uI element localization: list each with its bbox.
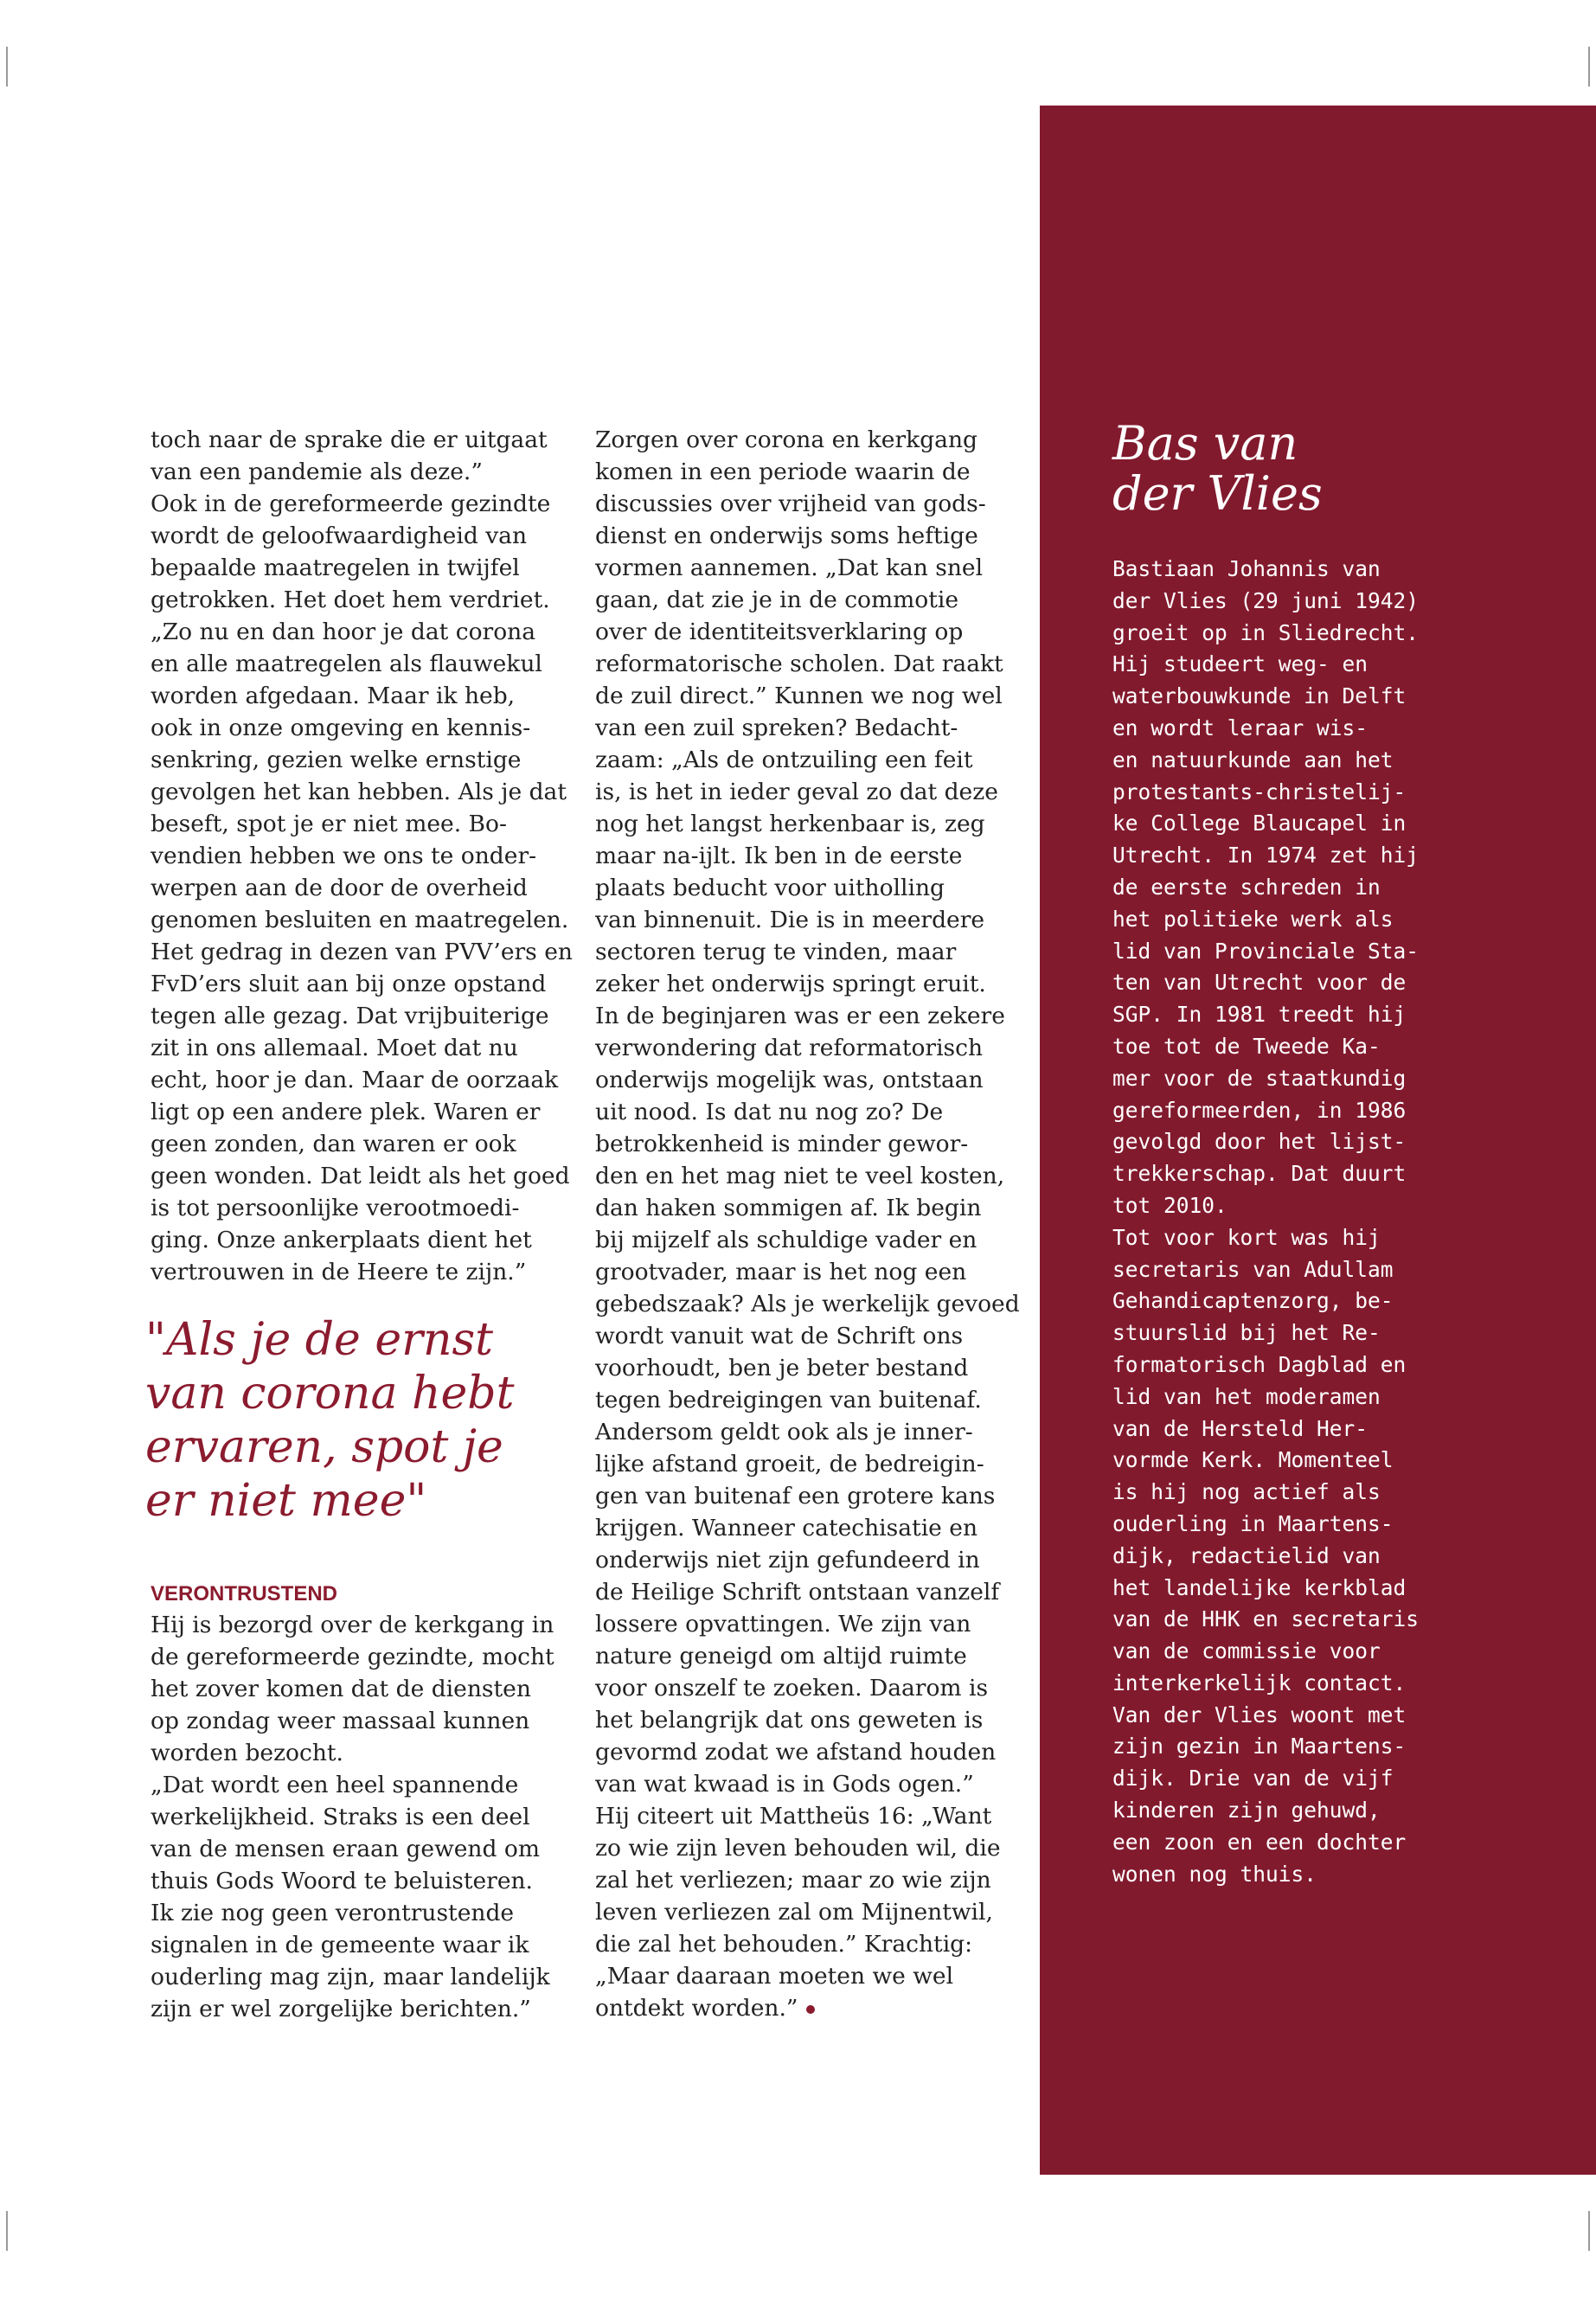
text-line: vertrouwen in de Heere te zijn.” [151,1259,527,1285]
crop-mark-bottom-right [1588,2211,1590,2251]
text-line: dan haken sommigen af. Ik begin [595,1195,982,1221]
crop-mark-top-left [6,47,8,87]
text-line: senkring, gezien welke ernstige [151,747,522,773]
text-line: gevormd zodat we afstand houden [595,1739,997,1766]
text-line: worden afgedaan. Maar ik heb, [151,683,516,709]
bio-line: interkerkelijk contact. [1112,1670,1407,1695]
text-line: gebedszaak? Als je werkelijk gevoed [595,1291,1020,1317]
bio-line: mer voor de staatkundig [1112,1065,1407,1091]
text-line: grootvader, maar is het nog een [595,1259,967,1285]
text-line: wordt de geloofwaardigheid van [151,522,528,549]
end-mark-dot-icon [806,2005,815,2014]
text-line: vendien hebben we ons te onder- [151,843,537,869]
bio-line: de eerste schreden in [1112,874,1381,900]
bio-line: trekkerschap. Dat duurt [1112,1161,1407,1187]
text-line: bepaalde maatregelen in twijfel [151,554,520,581]
bio-line: lid van Provinciale Sta- [1112,938,1420,964]
bio-line: gereformeerden, in 1986 [1112,1097,1407,1123]
text-line: voor onszelf te zoeken. Daarom is [595,1675,989,1702]
sidebar-title-line: der Vlies [1112,466,1323,521]
bio-line: vormde Kerk. Momenteel [1112,1447,1394,1473]
text-line: van een pandemie als deze.” [151,458,483,485]
text-line: vormen aannemen. „Dat kan snel [595,554,984,581]
article-column-2 [595,424,1020,2024]
text-line: genomen besluiten en maatregelen. [151,907,569,933]
bio-line: SGP. In 1981 treedt hij [1112,1002,1407,1028]
bio-line: groeit op in Sliedrecht. [1112,619,1420,645]
pull-quote-line: er niet mee" [145,1475,427,1527]
bio-line: en natuurkunde aan het [1112,747,1394,772]
text-line: werkelijkheid. Straks is een deel [151,1804,530,1830]
text-line: Ik zie nog geen verontrustende [151,1900,515,1926]
bio-line: en wordt leraar wis- [1112,715,1368,740]
text-line: tegen bedreigingen van buitenaf. [595,1387,982,1413]
text-line: werpen aan de door de overheid [151,875,528,901]
text-line: FvD’ers sluit aan bij onze opstand [151,971,547,997]
text-line: is tot persoonlijke verootmoedi- [151,1195,520,1221]
text-line: nature geneigd om altijd ruimte [595,1643,967,1670]
bio-line: waterbouwkunde in Delft [1112,683,1407,709]
text-line: beseft, spot je er niet mee. Bo- [151,811,507,837]
text-line: „Dat wordt een heel spannende [151,1772,519,1798]
text-line: zo wie zijn leven behouden wil, die [595,1835,1001,1862]
article-column-1-top [151,424,573,1288]
text-line: die zal het behouden.” Krachtig: [595,1931,973,1958]
text-line: de zuil direct.” Kunnen we nog wel [595,683,1003,709]
bio-line: wonen nog thuis. [1112,1861,1317,1887]
text-line: ook in onze omgeving en kennis- [151,715,531,741]
text-line: de gereformeerde gezindte, mocht [151,1644,554,1670]
bio-line: kinderen zijn gehuwd, [1112,1798,1381,1823]
bio-line: gevolgd door het lijst- [1112,1129,1407,1155]
text-line: ligt op een andere plek. Waren er [151,1099,541,1125]
text-line: zit in ons allemaal. Moet dat nu [151,1035,518,1061]
bio-line: Utrecht. In 1974 zet hij [1112,843,1420,868]
text-line: dienst en onderwijs soms heftige [595,522,978,549]
text-line: reformatorische scholen. Dat raakt [595,651,1003,677]
text-line: den en het mag niet te veel kosten, [595,1163,1005,1189]
text-line: thuis Gods Woord te beluisteren. [151,1868,533,1894]
bio-sidebar [1040,106,1596,2175]
text-line: verwondering dat reformatorisch [595,1035,984,1061]
text-line: onderwijs mogelijk was, ontstaan [595,1067,984,1093]
bio-line: het politieke werk als [1112,906,1394,932]
bio-line: secretaris van Adullam [1112,1256,1394,1282]
text-line: maar na-ijlt. Ik ben in de eerste [595,843,963,869]
text-line: zal het verliezen; maar zo wie zijn [595,1867,991,1894]
bio-line: van de Hersteld Her- [1112,1415,1368,1441]
text-line: zaam: „Als de ontzuiling een feit [595,747,973,773]
bio-line: stuurslid bij het Re- [1112,1320,1381,1346]
text-line: gaan, dat zie je in de commotie [595,586,959,613]
text-line: gevolgen het kan hebben. Als je dat [151,779,567,805]
text-line: zijn er wel zorgelijke berichten.” [151,1996,531,2022]
pull-quote-line: "Als je de ernst [145,1314,494,1366]
last-text-line [595,1992,1010,2024]
text-line: tegen alle gezag. Dat vrijbuiterige [151,1003,549,1029]
sidebar-title [1112,416,1323,521]
text-line: ging. Onze ankerplaats dient het [151,1227,532,1253]
text-line: krijgen. Wanneer catechisatie en [595,1515,978,1541]
text-line: ouderling mag zijn, maar landelijk [151,1964,550,1990]
text-line: geen wonden. Dat leidt als het goed [151,1163,570,1189]
text-line: gen van buitenaf een grotere kans [595,1483,996,1509]
text-line: bij mijzelf als schuldige vader en [595,1227,977,1253]
bio-line: protestants-christelij- [1112,779,1407,804]
text-line: Hij is bezorgd over de kerkgang in [151,1612,554,1638]
bio-line: der Vlies (29 juni 1942) [1112,587,1420,613]
text-line: lijke afstand groeit, de bedreigin- [595,1451,984,1477]
bio-line: Van der Vlies woont met [1112,1702,1407,1727]
text-line: getrokken. Het doet hem verdriet. [151,586,550,613]
text-line: plaats beducht voor uitholling [595,875,945,901]
text-line: de Heilige Schrift ontstaan vanzelf [595,1579,1000,1606]
text-line: betrokkenheid is minder gewor- [595,1131,969,1157]
text-line: leven verliezen zal om Mijnentwil, [595,1899,993,1926]
text-line: „Zo nu en dan hoor je dat corona [151,619,536,645]
text-line: In de beginjaren was er een zekere [595,1003,1005,1029]
bio-line: Bastiaan Johannis van [1112,556,1381,581]
text-line: worden bezocht. [151,1740,343,1766]
text-line: geen zonden, dan waren er ook [151,1131,516,1157]
text-line: echt, hoor je dan. Maar de oorzaak [151,1067,559,1093]
text-line: Zorgen over corona en kerkgang [595,426,978,453]
text-line: en alle maatregelen als flauwekul [151,651,542,677]
text-line: van een zuil spreken? Bedacht- [595,715,958,741]
bio-line: is hij nog actief als [1112,1479,1381,1505]
bio-line: zijn gezin in Maartens- [1112,1734,1407,1759]
section-subheading: VERONTRUSTEND [151,1582,338,1606]
text-line: toch naar de sprake die er uitgaat [151,426,548,453]
text-line: lossere opvattingen. We zijn van [595,1611,971,1638]
text-line: signalen in de gemeente waar ik [151,1932,529,1958]
text-line: voorhoudt, ben je beter bestand [595,1355,969,1381]
bio-line: Gehandicaptenzorg, be- [1112,1288,1394,1314]
bio-line: dijk, redactielid van [1112,1542,1381,1568]
sidebar-bio-text [1112,554,1580,1890]
text-line: sectoren terug te vinden, maar [595,939,957,965]
bio-line: van de commissie voor [1112,1638,1381,1664]
pull-quote-line: ervaren, spot je [145,1421,503,1473]
bio-line: een zoon en een dochter [1112,1829,1407,1855]
bio-line: ke College Blaucapel in [1112,811,1407,836]
bio-line: Tot voor kort was hij [1112,1224,1381,1250]
text-line: van de mensen eraan gewend om [151,1836,540,1862]
article-column-1-bottom [151,1609,557,2025]
text-line: het zover komen dat de diensten [151,1676,531,1702]
text-line: op zondag weer massaal kunnen [151,1708,530,1734]
bio-line: ten van Utrecht voor de [1112,970,1407,996]
pull-quote-line: van corona hebt [145,1368,515,1420]
bio-line: lid van het moderamen [1112,1383,1381,1409]
text-line: „Maar daaraan moeten we wel [595,1963,954,1990]
crop-mark-bottom-left [6,2211,8,2251]
text-line: het belangrijk dat ons geweten is [595,1707,984,1734]
bio-line: formatorisch Dagblad en [1112,1351,1407,1377]
text-line: discussies over vrijheid van gods- [595,490,986,517]
bio-line: Hij studeert weg- en [1112,651,1368,677]
text-line: van wat kwaad is in Gods ogen.” [595,1771,974,1798]
bio-line: tot 2010. [1112,1192,1227,1218]
text-line: wordt vanuit wat de Schrift ons [595,1323,964,1349]
pull-quote [145,1313,552,1528]
text-line: over de identiteitsverklaring op [595,619,964,645]
bio-line: dijk. Drie van de vijf [1112,1766,1394,1791]
text-line: uit nood. Is dat nu nog zo? De [595,1099,944,1125]
bio-line: van de HHK en secretaris [1112,1606,1420,1632]
text-line: zeker het onderwijs springt eruit. [595,971,986,997]
text-line: is, is het in ieder geval zo dat deze [595,779,998,805]
sidebar-title-line: Bas van [1112,416,1298,471]
bio-line: toe tot de Tweede Ka- [1112,1033,1381,1059]
last-line-text: ontdekt worden.” [595,1995,798,2022]
text-line: Hij citeert uit Mattheüs 16: „Want [595,1803,992,1830]
text-line: nog het langst herkenbaar is, zeg [595,811,985,837]
text-line: Ook in de gereformeerde gezindte [151,490,551,517]
text-line: Het gedrag in dezen van PVV’ers en [151,939,573,965]
text-line: komen in een periode waarin de [595,458,971,485]
text-line: Andersom geldt ook als je inner- [595,1419,973,1445]
bio-line: ouderling in Maartens- [1112,1510,1394,1536]
crop-mark-top-right [1588,47,1590,87]
text-line: onderwijs niet zijn gefundeerd in [595,1547,980,1574]
text-line: van binnenuit. Die is in meerdere [595,907,985,933]
bio-line: het landelijke kerkblad [1112,1574,1407,1600]
